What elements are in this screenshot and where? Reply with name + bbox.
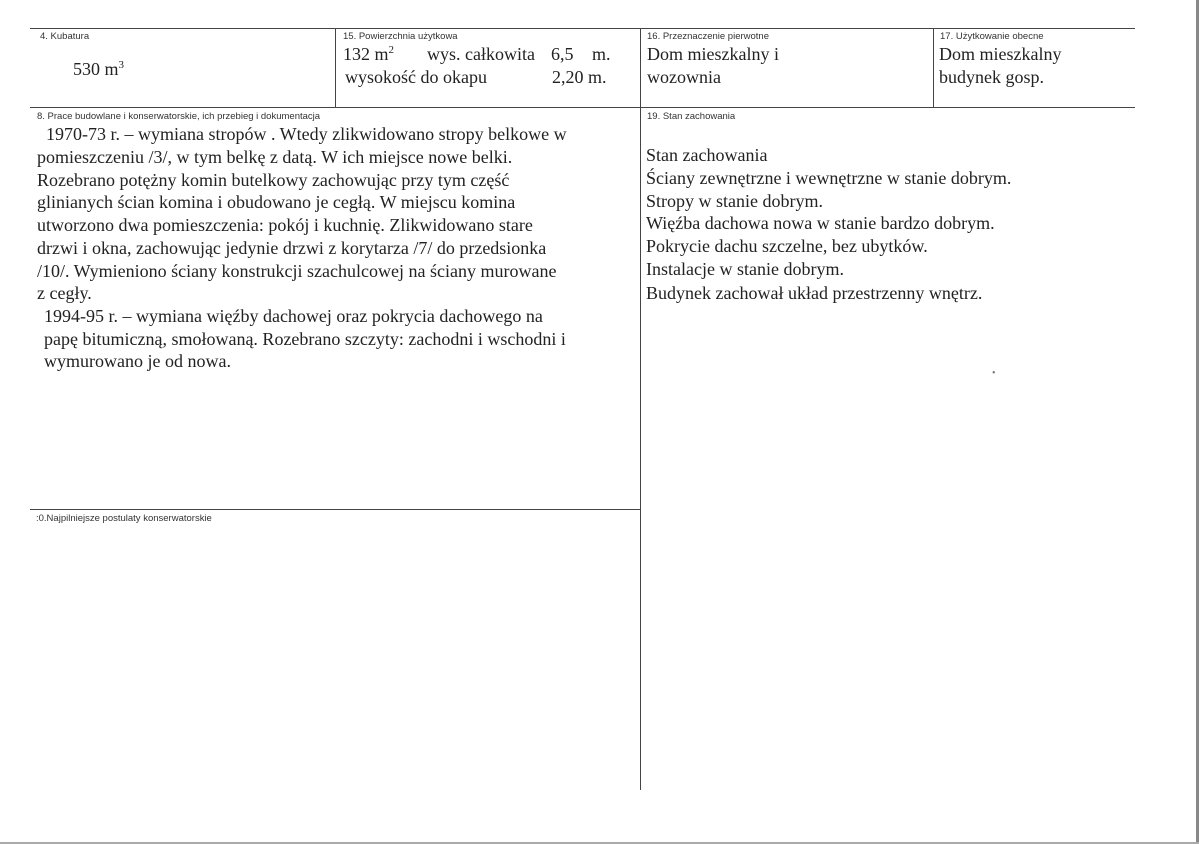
header-bottom-rule bbox=[30, 107, 1135, 108]
stan-line-1: Stan zachowania bbox=[646, 145, 768, 165]
top-rule bbox=[30, 28, 1135, 29]
prace-line-2: pomieszczeniu /3/, w tym belkę z datą. W ich miejsce nowe belki. bbox=[37, 147, 513, 167]
area-sup: 2 bbox=[388, 44, 395, 56]
stan-line-2: Ściany zewnętrzne i wewnętrzne w stanie dobrym. bbox=[646, 168, 1012, 188]
przeznaczenie-line-1: Dom mieszkalny i bbox=[647, 44, 779, 64]
prace-line-6: drzwi i okna, zachowując jedynie drzwi z korytarza /7/ do przedsionka bbox=[37, 238, 547, 258]
powierzchnia-label: 15. Powierzchnia użytkowa bbox=[343, 31, 458, 42]
uzytkowanie-label: 17. Użytkowanie obecne bbox=[940, 31, 1044, 42]
postulaty-label: :0.Najpilniejsze postulaty konserwatorskie bbox=[36, 513, 212, 524]
uzytkowanie-line-2: budynek gosp. bbox=[939, 67, 1044, 87]
prace-bottom-rule bbox=[30, 509, 641, 510]
stan-line-7: Budynek zachował układ przestrzenny wnętrz. bbox=[646, 283, 983, 303]
divider-2 bbox=[640, 28, 641, 790]
scan-speck: • bbox=[992, 368, 996, 379]
prace-line-9: 1994-95 r. – wymiana więźby dachowej oraz pokrycia dachowego na bbox=[44, 306, 543, 326]
przeznaczenie-line-2: wozownia bbox=[647, 67, 721, 87]
prace-line-3: Rozebrano potężny komin butelkowy zachowując przy tym część bbox=[37, 170, 510, 190]
prace-line-10: papę bitumiczną, smołowaną. Rozebrano szczyty: zachodni i wschodni i bbox=[44, 329, 566, 349]
prace-line-5: utworzono dwa pomieszczenia: pokój i kuchnię. Zlikwidowano stare bbox=[37, 215, 533, 235]
stan-line-5: Pokrycie dachu szczelne, bez ubytków. bbox=[646, 236, 928, 256]
prace-line-4: glinianych ścian komina i obudowano je cegłą. W miejscu komina bbox=[37, 192, 516, 212]
area-value: 132 $m^2$ bbox=[343, 44, 395, 64]
prace-label: 8. Prace budowlane i konserwatorskie, ich przebieg i dokumentacja bbox=[37, 111, 321, 122]
przeznaczenie-label: 16. Przeznaczenie pierwotne bbox=[647, 31, 769, 42]
prace-line-7: /10/. Wymieniono ściany konstrukcji szachulcowej na ściany murowane bbox=[37, 261, 557, 281]
eaves-value: 2,20 m. bbox=[552, 67, 607, 87]
kubatura-value: 530 $m^3$ bbox=[73, 59, 125, 79]
prace-line-1: 1970-73 r. – wymiana stropów . Wtedy zlikwidowano stropy belkowe w bbox=[46, 124, 567, 144]
prace-line-11: wymurowano je od nowa. bbox=[44, 351, 231, 371]
height-total-unit: m. bbox=[592, 44, 611, 64]
divider-3 bbox=[933, 28, 934, 107]
divider-1 bbox=[335, 28, 336, 107]
eaves-label: wysokość do okapu bbox=[345, 67, 487, 87]
kubatura-label: 4. Kubatura bbox=[40, 31, 90, 42]
prace-line-8: z cegły. bbox=[37, 283, 92, 303]
height-total-value: 6,5 bbox=[551, 44, 574, 64]
stan-line-3: Stropy w stanie dobrym. bbox=[646, 191, 823, 211]
height-total-label: wys. całkowita bbox=[427, 44, 535, 64]
kubatura-unit-sup: 3 bbox=[118, 59, 125, 71]
stan-line-6: Instalacje w stanie dobrym. bbox=[646, 259, 844, 279]
stan-label: 19. Stan zachowania bbox=[647, 111, 736, 122]
stan-line-4: Więźba dachowa nowa w stanie bardzo dobrym. bbox=[646, 213, 995, 233]
uzytkowanie-line-1: Dom mieszkalny bbox=[939, 44, 1062, 64]
